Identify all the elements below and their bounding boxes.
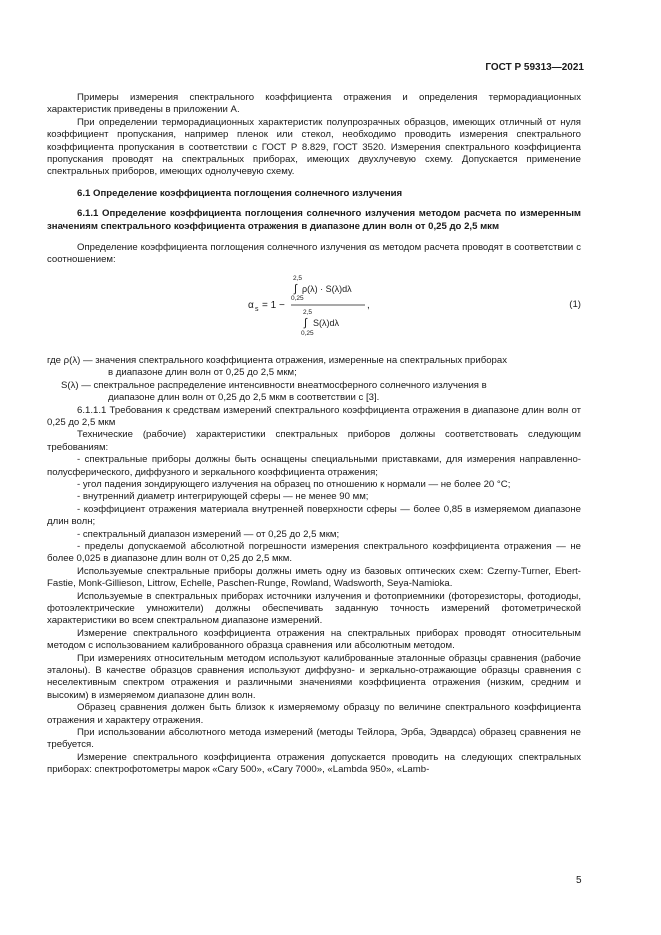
numerator-integral-sign: ∫ xyxy=(294,282,298,295)
paragraph: Технические (рабочие) характеристики спектральных приборов должны соответствовать следующим требованиям: xyxy=(47,429,581,453)
numerator-lower-limit: 0,25 xyxy=(291,294,304,302)
formula-trailing-comma: , xyxy=(367,299,370,311)
formula-graphic xyxy=(47,269,581,351)
formula-1 xyxy=(47,269,581,351)
subsection-6-1-1-1: 6.1.1.1 Требования к средствам измерений спектрального коэффициента отражения в диапазоне длин волн от 0,25 до 2,5 мкм xyxy=(47,404,581,428)
denominator-integral-sign: ∫ xyxy=(304,316,308,329)
paragraph: Используемые спектральные приборы должны иметь одну из базовых оптических схем: Czerny-Turner, Ebert-Fastie, Monk-Gillieson, Littrow, Echelle, Paschen-Runge, Rowland, Wadsworth, Seya-Namioka. xyxy=(47,565,581,590)
list-item: - внутренний диаметр интегрирующей сферы — не менее 90 мм; xyxy=(77,491,369,503)
list-item: - коэффициент отражения материала внутренней поверхности сферы — более 0,85 в измеряемом диапазоне длин волн; xyxy=(47,503,581,528)
formula-numerator: ρ(λ) · S(λ)dλ xyxy=(302,283,352,294)
where-s-continued: диапазоне длин волн от 0,25 до 2,5 мкм в соответствии с [3]. xyxy=(108,392,380,404)
formula-eq: = 1 − xyxy=(262,299,285,311)
section-heading-6-1: 6.1 Определение коэффициента поглощения солнечного излучения xyxy=(77,187,403,199)
where-rho-continued: в диапазоне длин волн от 0,25 до 2,5 мкм; xyxy=(108,367,297,379)
denominator-lower-limit: 0,25 xyxy=(301,329,314,337)
paragraph: Измерение спектрального коэффициента отражения допускается проводить на следующих спектральных приборах: спектрофотометры марок «Cary 500», «Cary 7000», «Lambda 950», «Lamb- xyxy=(47,751,581,776)
paragraph: Используемые в спектральных приборах источники излучения и фотоприемники (фоторезисторы, фотодиоды, фотоэлектрические умножители) должны обеспечивать заданную точность измерений фотометрической характеристики во всем спектральном диапазоне измерений. xyxy=(47,590,581,627)
numerator-upper-limit: 2,5 xyxy=(293,274,303,282)
where-block xyxy=(47,355,581,405)
formula-lhs: α xyxy=(248,299,254,311)
page-content xyxy=(47,92,581,777)
standard-header: ГОСТ Р 59313—2021 xyxy=(485,62,584,73)
paragraph: При использовании абсолютного метода измерений (методы Тейлора, Эрба, Эдвардса) образец сравнения не требуется. xyxy=(47,727,581,751)
paragraph: Образец сравнения должен быть близок к измеряемому образцу по величине спектрального коэффициента отражения и характеру отражения. xyxy=(47,702,581,726)
where-rho: где ρ(λ) — значения спектрального коэффициента отражения, измеренные на спектральных приборах xyxy=(47,354,507,366)
list-item: - спектральные приборы должны быть оснащены специальными приставками, для измерения направленно-полусферического, диффузного и зеркального коэффициента отражения; xyxy=(47,454,581,478)
where-s: S(λ) — спектральное распределение интенсивности внеатмосферного солнечного излучения в xyxy=(61,379,487,391)
list-item: - угол падения зондирующего излучения на образец по отношению к нормали — не более 20 °С; xyxy=(77,478,511,490)
paragraph: Примеры измерения спектрального коэффициента отражения и определения терморадиационных характеристик приведены в приложении А. xyxy=(47,92,581,116)
paragraph: Измерение спектрального коэффициента отражения на спектральных приборах проводят относительным методом с использованием калиброванного образца сравнения или абсолютным методом. xyxy=(47,627,581,652)
section-heading-6-1-1: 6.1.1 Определение коэффициента поглощения солнечного излучения методом расчета по измеренным значениям спектрального коэффициента отражения в диапазоне длин волн от 0,25 до 2,5 мкм xyxy=(47,208,581,232)
denominator-upper-limit: 2,5 xyxy=(303,308,313,316)
formula-intro: Определение коэффициента поглощения солнечного излучения αs методом расчета проводят в соответствии с соотношением: xyxy=(47,242,581,266)
paragraph: При определении терморадиационных характеристик полупрозрачных образцов, имеющих отличный от нуля коэффициент пропускания, например пленок или стекол, необходимо проводить измерения спектрального коэффициента пропускания в соответствии с ГОСТ Р 8.829, ГОСТ 3520. Измерения спектрального коэффициента пропускания проводят на спектральных приборах, имеющих двухлучевую схему. Допускается применение спектральных приборов, имеющих однолучевую схему. xyxy=(47,116,581,178)
list-item: - пределы допускаемой абсолютной погрешности измерения спектрального коэффициента отражения — не более 0,025 в диапазоне длин волн от 0,25 до 2,5 мкм. xyxy=(47,540,581,565)
formula-denominator: S(λ)dλ xyxy=(313,317,340,328)
paragraph: При измерениях относительным методом используют калиброванные эталонные образцы сравнения (рабочие эталоны). В качестве образцов сравнения используют диффузно- и зеркально-отражающие образцы сравнения с неселективным спектром отражения и различными значениями коэффициента отражения (низким, средним и высоким) в измеряемом диапазоне длин волн. xyxy=(47,652,581,701)
page-number: 5 xyxy=(576,875,582,886)
formula-lhs-sub: s xyxy=(255,305,259,313)
formula-number: (1) xyxy=(569,298,581,310)
list-item: - спектральный диапазон измерений — от 0,25 до 2,5 мкм; xyxy=(77,528,340,540)
